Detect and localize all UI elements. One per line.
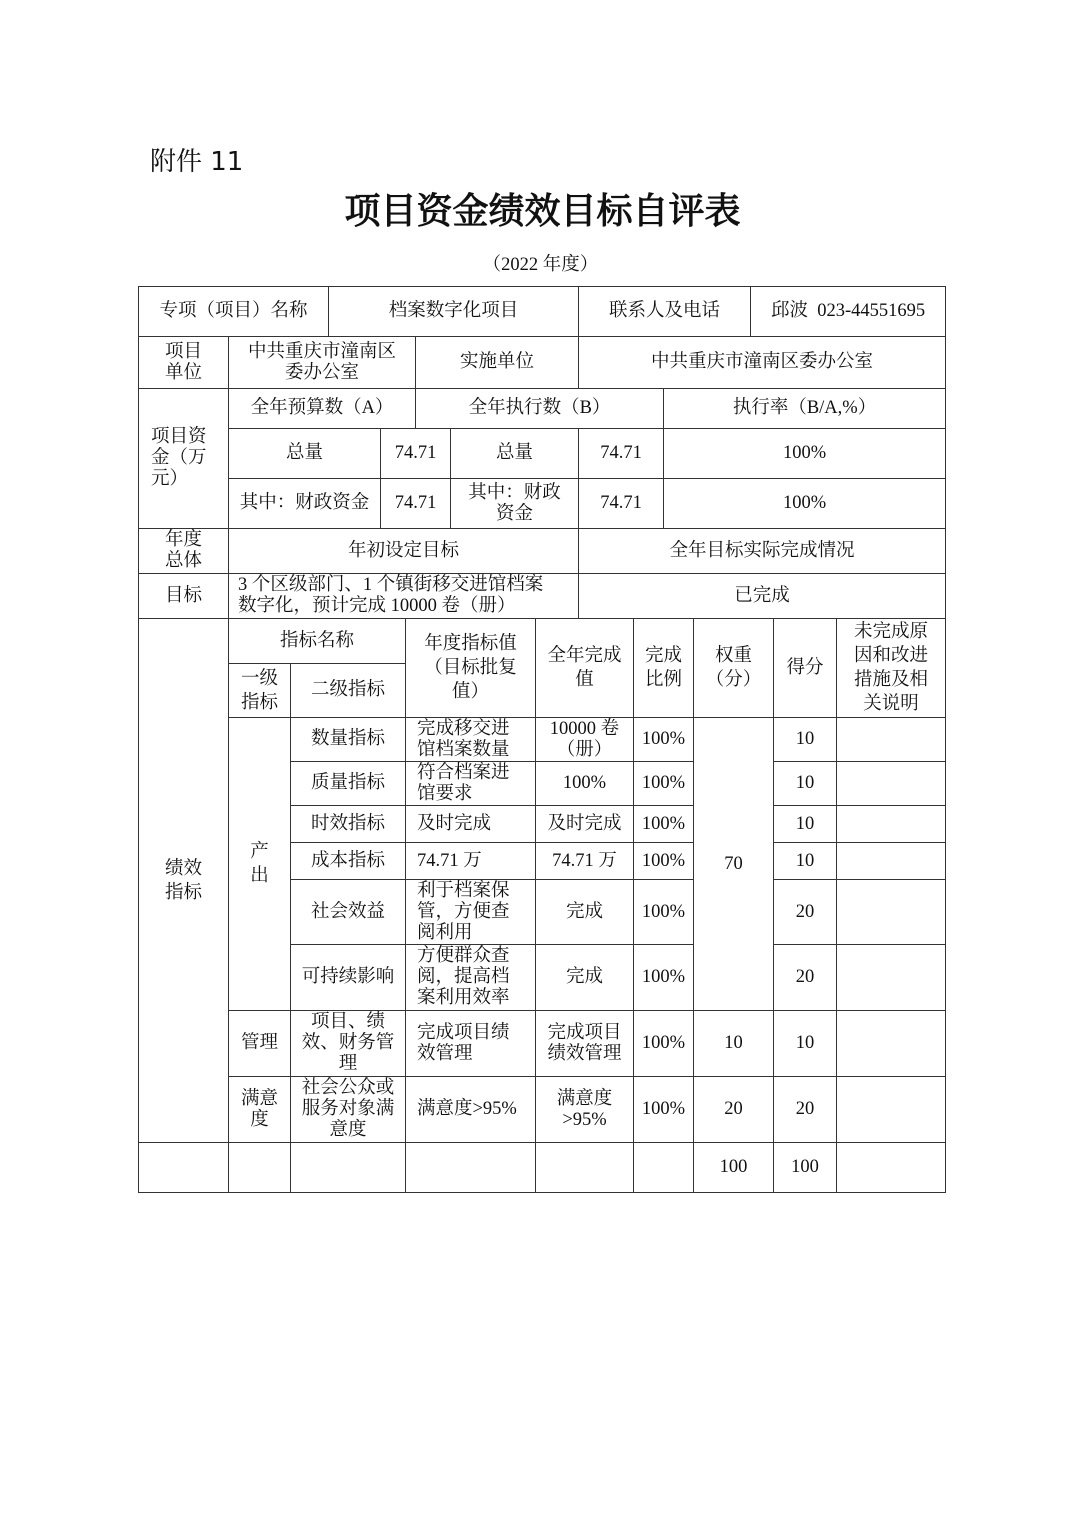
execution-rate-fiscal: 100% (782, 493, 827, 513)
indicator-level2: 社会公众或服务对象满意度 (301, 1078, 395, 1140)
indicator-actual: 完成 (565, 967, 603, 987)
table-cell (579, 574, 946, 619)
table-cell (774, 762, 837, 806)
table-cell (774, 806, 837, 843)
table-row (139, 479, 946, 529)
fiscal-year: （2022 年度） (482, 255, 599, 275)
table-cell (579, 337, 946, 389)
table-cell (634, 880, 694, 945)
table-cell (381, 479, 451, 529)
satisfaction-weight: 20 (724, 1099, 743, 1119)
indicator-level2: 社会效益 (310, 901, 385, 922)
indicator-score: 10 (795, 729, 815, 749)
table-cell (229, 718, 291, 1011)
table-cell (774, 718, 837, 762)
indicator-ratio: 100% (641, 901, 686, 922)
table-cell (664, 389, 946, 429)
table-cell (634, 843, 694, 880)
table-cell (406, 1011, 536, 1077)
indicator-level2: 时效指标 (310, 813, 385, 834)
table-row (139, 287, 946, 337)
table-cell (774, 1143, 837, 1193)
table-cell (634, 806, 694, 843)
funds-label: 项目资金（万元） (151, 427, 207, 489)
indicator-actual: 满意度>95% (556, 1088, 613, 1130)
table-cell (291, 806, 406, 843)
empty-cell (837, 1011, 946, 1077)
table-cell (536, 718, 634, 762)
table-row (139, 1011, 946, 1077)
indicator-ratio: 100% (641, 773, 686, 793)
table-row (139, 1077, 946, 1143)
table-cell (694, 1143, 774, 1193)
level1-header: 一级指标 (240, 668, 278, 713)
indicator-level2: 质量指标 (310, 773, 385, 793)
target-value-header: 年度指标值（目标批复值） (424, 634, 517, 702)
weight-header: 权重（分） (705, 646, 762, 690)
level2-header: 二级指标 (310, 680, 385, 700)
table-cell (694, 619, 774, 718)
table-cell (139, 389, 229, 529)
initial-goal-header: 年初设定目标 (348, 540, 460, 561)
empty-cell (634, 1143, 694, 1193)
contact-phone: 邱波 023-44551695 (770, 301, 926, 321)
total-weight: 100 (719, 1157, 748, 1177)
table-cell (229, 1011, 291, 1077)
table-row (139, 718, 946, 762)
indicator-score: 10 (795, 773, 815, 793)
table-cell (751, 287, 946, 337)
table-cell (291, 843, 406, 880)
indicator-actual: 完成 (565, 901, 603, 922)
table-cell (291, 664, 406, 718)
table-cell (291, 945, 406, 1011)
indicator-ratio: 100% (641, 967, 686, 987)
project-unit-label: 项目单位 (164, 341, 202, 383)
execution-fiscal: 74.71 (600, 493, 642, 513)
actual-completion-text: 已完成 (734, 585, 790, 606)
score-header: 得分 (786, 657, 824, 678)
contact-label: 联系人及电话 (609, 301, 721, 321)
budget-fiscal-label: 其中：财政资金 (239, 493, 370, 513)
execution-fiscal-label: 其中：财政资金 (468, 482, 561, 524)
indicator-score: 10 (795, 1033, 815, 1053)
implementing-unit: 中共重庆市潼南区委办公室 (651, 352, 874, 372)
attachment-number: 附件 11 (150, 147, 244, 177)
empty-cell (139, 1143, 229, 1193)
table-cell (634, 945, 694, 1011)
table-cell (406, 843, 536, 880)
indicator-actual: 100% (562, 773, 607, 793)
execution-rate-total: 100% (782, 443, 827, 463)
table-row (139, 389, 946, 429)
table-cell (229, 529, 579, 574)
execution-total-label: 总量 (496, 443, 534, 463)
table-cell (229, 337, 416, 389)
table-cell (451, 429, 579, 479)
table-cell (229, 574, 579, 619)
table-cell (536, 1077, 634, 1143)
table-cell (406, 806, 536, 843)
table-cell (229, 619, 406, 664)
management-label: 管理 (240, 1033, 278, 1053)
table-cell (579, 529, 946, 574)
table-cell (774, 880, 837, 945)
table-cell (229, 429, 381, 479)
table-cell (229, 389, 416, 429)
table-cell (634, 1011, 694, 1077)
table-row (139, 337, 946, 389)
table-cell (139, 574, 229, 619)
budget-header: 全年预算数（A） (250, 398, 394, 418)
table-cell (291, 880, 406, 945)
table-cell (837, 619, 946, 718)
table-cell (229, 664, 291, 718)
table-cell (229, 1077, 291, 1143)
completion-ratio-header: 完成比例 (645, 646, 683, 690)
performance-self-evaluation-table (138, 286, 946, 1193)
table-cell (406, 718, 536, 762)
table-cell (406, 762, 536, 806)
indicator-target: 方便群众查阅，提高档案利用效率 (417, 946, 510, 1008)
empty-cell (837, 762, 946, 806)
table-cell (634, 619, 694, 718)
table-cell (139, 619, 229, 1143)
annual-goal-label: 年度总体 (164, 530, 202, 571)
project-name: 档案数字化项目 (388, 301, 519, 321)
table-cell (329, 287, 579, 337)
implementing-unit-label: 实施单位 (460, 352, 535, 372)
table-cell (536, 1011, 634, 1077)
table-row (139, 429, 946, 479)
table-cell (381, 429, 451, 479)
table-cell (291, 718, 406, 762)
indicator-actual: 10000 卷（册） (549, 718, 620, 760)
budget-fiscal: 74.71 (394, 493, 437, 513)
indicator-target: 完成移交进馆档案数量 (417, 718, 510, 760)
table-cell (774, 1077, 837, 1143)
indicator-level2: 可持续影响 (301, 967, 395, 987)
table-cell (634, 718, 694, 762)
table-cell (536, 762, 634, 806)
indicator-ratio: 100% (641, 813, 686, 834)
goal-label: 目标 (164, 585, 202, 606)
indicator-level2: 成本指标 (310, 850, 385, 871)
indicator-target: 利于档案保管，方便查阅利用 (417, 880, 510, 943)
table-cell (664, 429, 946, 479)
table-cell (536, 619, 634, 718)
indicator-score: 20 (795, 1099, 815, 1119)
project-unit: 中共重庆市潼南区委办公室 (247, 341, 396, 383)
indicator-actual: 74.71 万 (552, 850, 617, 871)
table-cell (536, 945, 634, 1011)
table-cell (536, 843, 634, 880)
indicator-target: 及时完成 (417, 813, 492, 834)
table-cell (291, 1077, 406, 1143)
table-cell (406, 880, 536, 945)
empty-cell (837, 945, 946, 1011)
empty-cell (536, 1143, 634, 1193)
table-cell (774, 1011, 837, 1077)
indicator-ratio: 100% (641, 1099, 686, 1119)
indicator-actual: 及时完成 (547, 813, 622, 834)
table-cell (694, 718, 774, 1011)
table-cell (406, 619, 536, 718)
table-cell (664, 479, 946, 529)
table-row (139, 574, 946, 619)
table-cell (229, 479, 381, 529)
table-cell (291, 762, 406, 806)
empty-cell (837, 806, 946, 843)
table-row (139, 1143, 946, 1193)
initial-goal-text: 3 个区级部门、1 个镇街移交进馆档案数字化，预计完成 10000 卷（册） (238, 575, 544, 616)
table-cell (406, 945, 536, 1011)
table-cell (451, 479, 579, 529)
indicator-actual: 完成项目绩效管理 (547, 1022, 622, 1064)
table-cell (774, 619, 837, 718)
output-label: 产出 (250, 842, 269, 886)
management-weight: 10 (724, 1033, 743, 1053)
indicator-score: 20 (795, 967, 815, 987)
indicator-ratio: 100% (641, 1033, 686, 1053)
indicator-ratio: 100% (641, 729, 686, 749)
table-cell (139, 287, 329, 337)
table-cell (579, 429, 664, 479)
indicator-target: 完成项目绩效管理 (417, 1022, 510, 1064)
execution-total: 74.71 (600, 443, 642, 463)
note-header: 未完成原因和改进措施及相关说明 (854, 622, 929, 714)
table-cell (416, 337, 579, 389)
table-cell (774, 945, 837, 1011)
table-cell (694, 1077, 774, 1143)
execution-header: 全年执行数（B） (468, 398, 611, 418)
empty-cell (229, 1143, 291, 1193)
satisfaction-label: 满意度 (240, 1088, 278, 1130)
table-cell (634, 762, 694, 806)
indicator-name-header: 指标名称 (279, 630, 354, 651)
indicator-ratio: 100% (641, 850, 686, 871)
table-cell (406, 1077, 536, 1143)
execution-rate-header: 执行率（B/A,%） (732, 398, 877, 418)
empty-cell (837, 1143, 946, 1193)
output-weight: 70 (724, 853, 743, 874)
empty-cell (837, 880, 946, 945)
indicator-target: 符合档案进馆要求 (417, 762, 510, 804)
empty-cell (837, 1077, 946, 1143)
table-row (139, 529, 946, 574)
page-title: 项目资金绩效目标自评表 (344, 190, 741, 232)
table-cell (139, 337, 229, 389)
indicator-score: 10 (795, 813, 815, 834)
project-name-label: 专项（项目）名称 (159, 301, 308, 321)
table-cell (579, 479, 664, 529)
total-score: 100 (791, 1157, 819, 1177)
table-cell (291, 1011, 406, 1077)
actual-value-header: 全年完成值 (547, 646, 622, 690)
indicator-level2: 数量指标 (310, 729, 385, 749)
table-cell (579, 287, 751, 337)
indicator-target: 74.71 万 (417, 850, 482, 871)
performance-indicators-label: 绩效指标 (164, 858, 202, 903)
indicator-level2: 项目、绩效、财务管理 (301, 1012, 395, 1074)
empty-cell (837, 718, 946, 762)
table-cell (774, 843, 837, 880)
empty-cell (837, 843, 946, 880)
table-cell (139, 529, 229, 574)
budget-total: 74.71 (394, 443, 437, 463)
table-cell (634, 1077, 694, 1143)
table-cell (416, 389, 664, 429)
budget-total-label: 总量 (285, 443, 323, 463)
table-cell (694, 1011, 774, 1077)
table-cell (536, 806, 634, 843)
indicator-score: 10 (795, 850, 815, 871)
indicator-target: 满意度>95% (417, 1099, 517, 1119)
empty-cell (291, 1143, 406, 1193)
actual-completion-header: 全年目标实际完成情况 (669, 540, 855, 561)
indicator-score: 20 (795, 901, 815, 922)
empty-cell (406, 1143, 536, 1193)
table-cell (536, 880, 634, 945)
table-row (139, 619, 946, 664)
